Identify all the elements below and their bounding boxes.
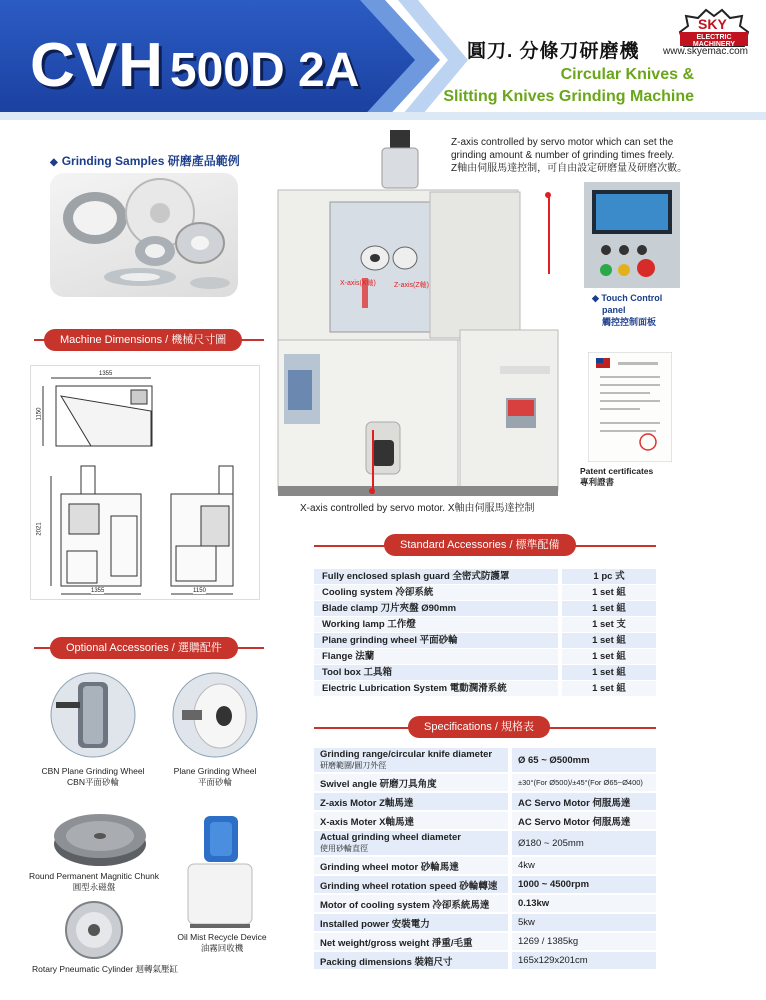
magnetic-chuck-en: Round Permanent Magnitic Chunk bbox=[29, 871, 159, 881]
plane-wheel-en: Plane Grinding Wheel bbox=[173, 766, 257, 776]
z-axis-label: Z-axis(Z軸) bbox=[394, 282, 429, 289]
x-axis-callout: X-axis controlled by servo motor. X軸由伺服馬達控制 bbox=[300, 503, 535, 514]
dimension-drawings bbox=[30, 365, 260, 600]
table-row bbox=[314, 681, 656, 696]
website-url[interactable]: www.skyemac.com bbox=[663, 46, 749, 57]
magnetic-chuck-cn: 圓型永磁盤 bbox=[72, 882, 116, 892]
spec-value: 4kw bbox=[512, 857, 656, 874]
spec-name bbox=[314, 748, 508, 772]
spec-value: ±30°(For Ø500)/±45°(For Ø65~Ø400) bbox=[512, 774, 656, 791]
spec-name: Net weight/gross weight 淨重/毛重 bbox=[314, 933, 508, 950]
specifications-heading: Specifications / 規格表 bbox=[408, 716, 550, 738]
accessory-name: Cooling system 冷卻系統 bbox=[314, 585, 558, 600]
accessory-name: Plane grinding wheel 平面砂輪 bbox=[314, 633, 558, 648]
title-en-line1: Circular Knives & bbox=[560, 66, 694, 83]
plane-wheel-photo bbox=[172, 672, 258, 758]
spec-name: X-axis Moter X軸馬達 bbox=[314, 812, 508, 829]
optional-accessories-heading: Optional Accessories / 選購配件 bbox=[50, 637, 238, 659]
circular-knives-image bbox=[50, 173, 238, 297]
oil-mist-en: Oil Mist Recycle Device bbox=[177, 932, 267, 942]
patent-certificate-photo bbox=[588, 352, 672, 462]
spec-name-en: Grinding range/circular knife diameter bbox=[320, 749, 493, 760]
spec-name: Packing dimensions 裝箱尺寸 bbox=[314, 952, 508, 969]
grinding-samples-label bbox=[50, 152, 240, 169]
dim-top-height: 1150 bbox=[36, 407, 43, 421]
dim-height: 2021 bbox=[36, 522, 43, 536]
model-number bbox=[30, 30, 359, 101]
z-axis-leader bbox=[548, 194, 550, 274]
accessory-name: Working lamp 工作燈 bbox=[314, 617, 558, 632]
z-axis-callout bbox=[451, 136, 691, 175]
pneumatic-cylinder-caption: Rotary Pneumatic Cylinder 迴轉氣壓缸 bbox=[32, 964, 178, 974]
magnetic-chuck-caption bbox=[26, 871, 162, 893]
machine-dimensions-heading: Machine Dimensions / 機械尺寸圖 bbox=[44, 329, 242, 351]
spec-name: Swivel angle 研磨刀具角度 bbox=[314, 774, 508, 791]
spec-value: 1269 / 1385kg bbox=[512, 933, 656, 950]
accessory-name: Electric Lubrication System 電動潤滑系統 bbox=[314, 681, 558, 696]
patent-caption bbox=[580, 466, 676, 488]
accessory-name: Blade clamp 刀片夾盤 Ø90mm bbox=[314, 601, 558, 616]
accessory-qty: 1 set 組 bbox=[562, 665, 656, 680]
cbn-wheel-caption bbox=[30, 766, 156, 788]
patent-en: Patent certificates bbox=[580, 466, 654, 476]
cbn-wheel-photo bbox=[50, 672, 136, 758]
logo-sub-line2: MACHINERY bbox=[692, 41, 736, 48]
title-chinese: 圓刀. 分條刀研磨機 bbox=[467, 41, 640, 62]
spec-name: Grinding wheel motor 砂輪馬達 bbox=[314, 857, 508, 874]
pneumatic-cylinder-photo bbox=[62, 898, 126, 962]
grinding-samples-photo bbox=[50, 173, 238, 297]
table-row bbox=[314, 585, 656, 600]
diamond-bullet-icon: ◆ bbox=[592, 293, 602, 303]
spec-name bbox=[314, 831, 508, 855]
z-axis-cn: Z軸由伺服馬達控制，可自由設定研磨量及研磨次數。 bbox=[451, 163, 688, 174]
z-axis-line1: Z-axis controlled by servo motor which can set the bbox=[451, 137, 674, 148]
title-en-line2: Slitting Knives Grinding Machine bbox=[443, 88, 694, 105]
touch-panel-line1: Touch Control bbox=[601, 293, 663, 303]
table-row bbox=[314, 649, 656, 664]
title-english bbox=[436, 64, 694, 108]
magnetic-chuck-photo bbox=[50, 800, 150, 870]
model-main: CVH bbox=[30, 31, 164, 100]
logo-name: SKY bbox=[698, 16, 727, 32]
accessory-name: Fully enclosed splash guard 全密式防護罩 bbox=[314, 569, 558, 584]
technical-drawing bbox=[31, 366, 259, 599]
table-row bbox=[314, 665, 656, 680]
x-axis-label: X-axis(X軸) bbox=[340, 280, 376, 287]
machine-photo bbox=[270, 130, 570, 500]
plane-wheel-caption bbox=[160, 766, 270, 788]
accessory-qty: 1 set 支 bbox=[562, 617, 656, 632]
oil-mist-photo bbox=[182, 812, 258, 930]
cbn-wheel-en: CBN Plane Grinding Wheel bbox=[41, 766, 145, 776]
diamond-bullet-icon: ◆ bbox=[50, 157, 58, 168]
touch-panel-line2: panel bbox=[602, 305, 626, 315]
accessory-qty: 1 set 組 bbox=[562, 601, 656, 616]
spec-value: 5kw bbox=[512, 914, 656, 931]
x-axis-marker bbox=[369, 488, 375, 494]
spec-value: Ø180 ~ 205mm bbox=[512, 831, 656, 855]
grinding-samples-title-cn: 研磨產品範例 bbox=[167, 154, 240, 168]
grinding-machine-image bbox=[270, 130, 570, 500]
touch-panel-caption bbox=[592, 292, 662, 328]
oil-mist-caption bbox=[170, 932, 274, 954]
spec-value: 1000 ~ 4500rpm bbox=[512, 876, 656, 893]
x-axis-leader bbox=[372, 430, 374, 494]
spec-value: Ø 65 ~ Ø500mm bbox=[512, 748, 656, 772]
accessory-qty: 1 set 組 bbox=[562, 649, 656, 664]
standard-accessories-heading: Standard Accessories / 標準配備 bbox=[384, 534, 576, 556]
z-axis-marker bbox=[545, 192, 551, 198]
spec-value: AC Servo Motor 伺服馬達 bbox=[512, 812, 656, 829]
spec-value: 165x129x201cm bbox=[512, 952, 656, 969]
plane-wheel-cn: 平面砂輪 bbox=[197, 777, 232, 787]
table-row bbox=[314, 633, 656, 648]
oil-mist-cn: 油霧回收機 bbox=[200, 943, 244, 953]
accessory-name: Flange 法蘭 bbox=[314, 649, 558, 664]
accessory-name: Tool box 工具箱 bbox=[314, 665, 558, 680]
spec-name: Motor of cooling system 冷卻系統馬達 bbox=[314, 895, 508, 912]
cbn-wheel-cn: CBN平面砂輪 bbox=[67, 777, 119, 787]
patent-cn: 專利證書 bbox=[580, 477, 615, 487]
page-header bbox=[0, 0, 766, 120]
accessory-qty: 1 set 組 bbox=[562, 585, 656, 600]
touch-panel-cn: 觸控控制面板 bbox=[602, 317, 657, 327]
spec-name-en: Actual grinding wheel diameter bbox=[320, 832, 461, 843]
grinding-samples-title: Grinding Samples bbox=[61, 154, 165, 168]
spec-name: Z-axis Motor Z軸馬達 bbox=[314, 793, 508, 810]
touch-panel-photo bbox=[584, 182, 680, 288]
header-strip bbox=[0, 112, 766, 120]
logo-sub-line1: ELECTRIC bbox=[696, 34, 732, 41]
model-sub: 500D 2A bbox=[169, 44, 360, 97]
accessory-qty: 1 set 組 bbox=[562, 681, 656, 696]
dim-top-width: 1355 bbox=[99, 371, 113, 377]
spec-name-cn: 使用砂輪直徑 bbox=[320, 844, 368, 853]
z-axis-line2: grinding amount & number of grinding times freely. bbox=[451, 150, 675, 161]
spec-name: Grinding wheel rotation speed 砂輪轉速 bbox=[314, 876, 508, 893]
accessory-qty: 1 pc 式 bbox=[562, 569, 656, 584]
table-row bbox=[314, 569, 656, 584]
table-row bbox=[314, 601, 656, 616]
spec-name-cn: 研磨範圍/圓刀外徑 bbox=[320, 761, 387, 770]
spec-name: Installed power 安裝電力 bbox=[314, 914, 508, 931]
spec-value: AC Servo Motor 伺服馬達 bbox=[512, 793, 656, 810]
spec-value: 0.13kw bbox=[512, 895, 656, 912]
dim-side-width: 1150 bbox=[193, 588, 206, 594]
standard-accessories-table bbox=[314, 569, 656, 695]
dim-front-width: 1355 bbox=[91, 588, 105, 594]
accessory-qty: 1 set 組 bbox=[562, 633, 656, 648]
table-row bbox=[314, 617, 656, 632]
